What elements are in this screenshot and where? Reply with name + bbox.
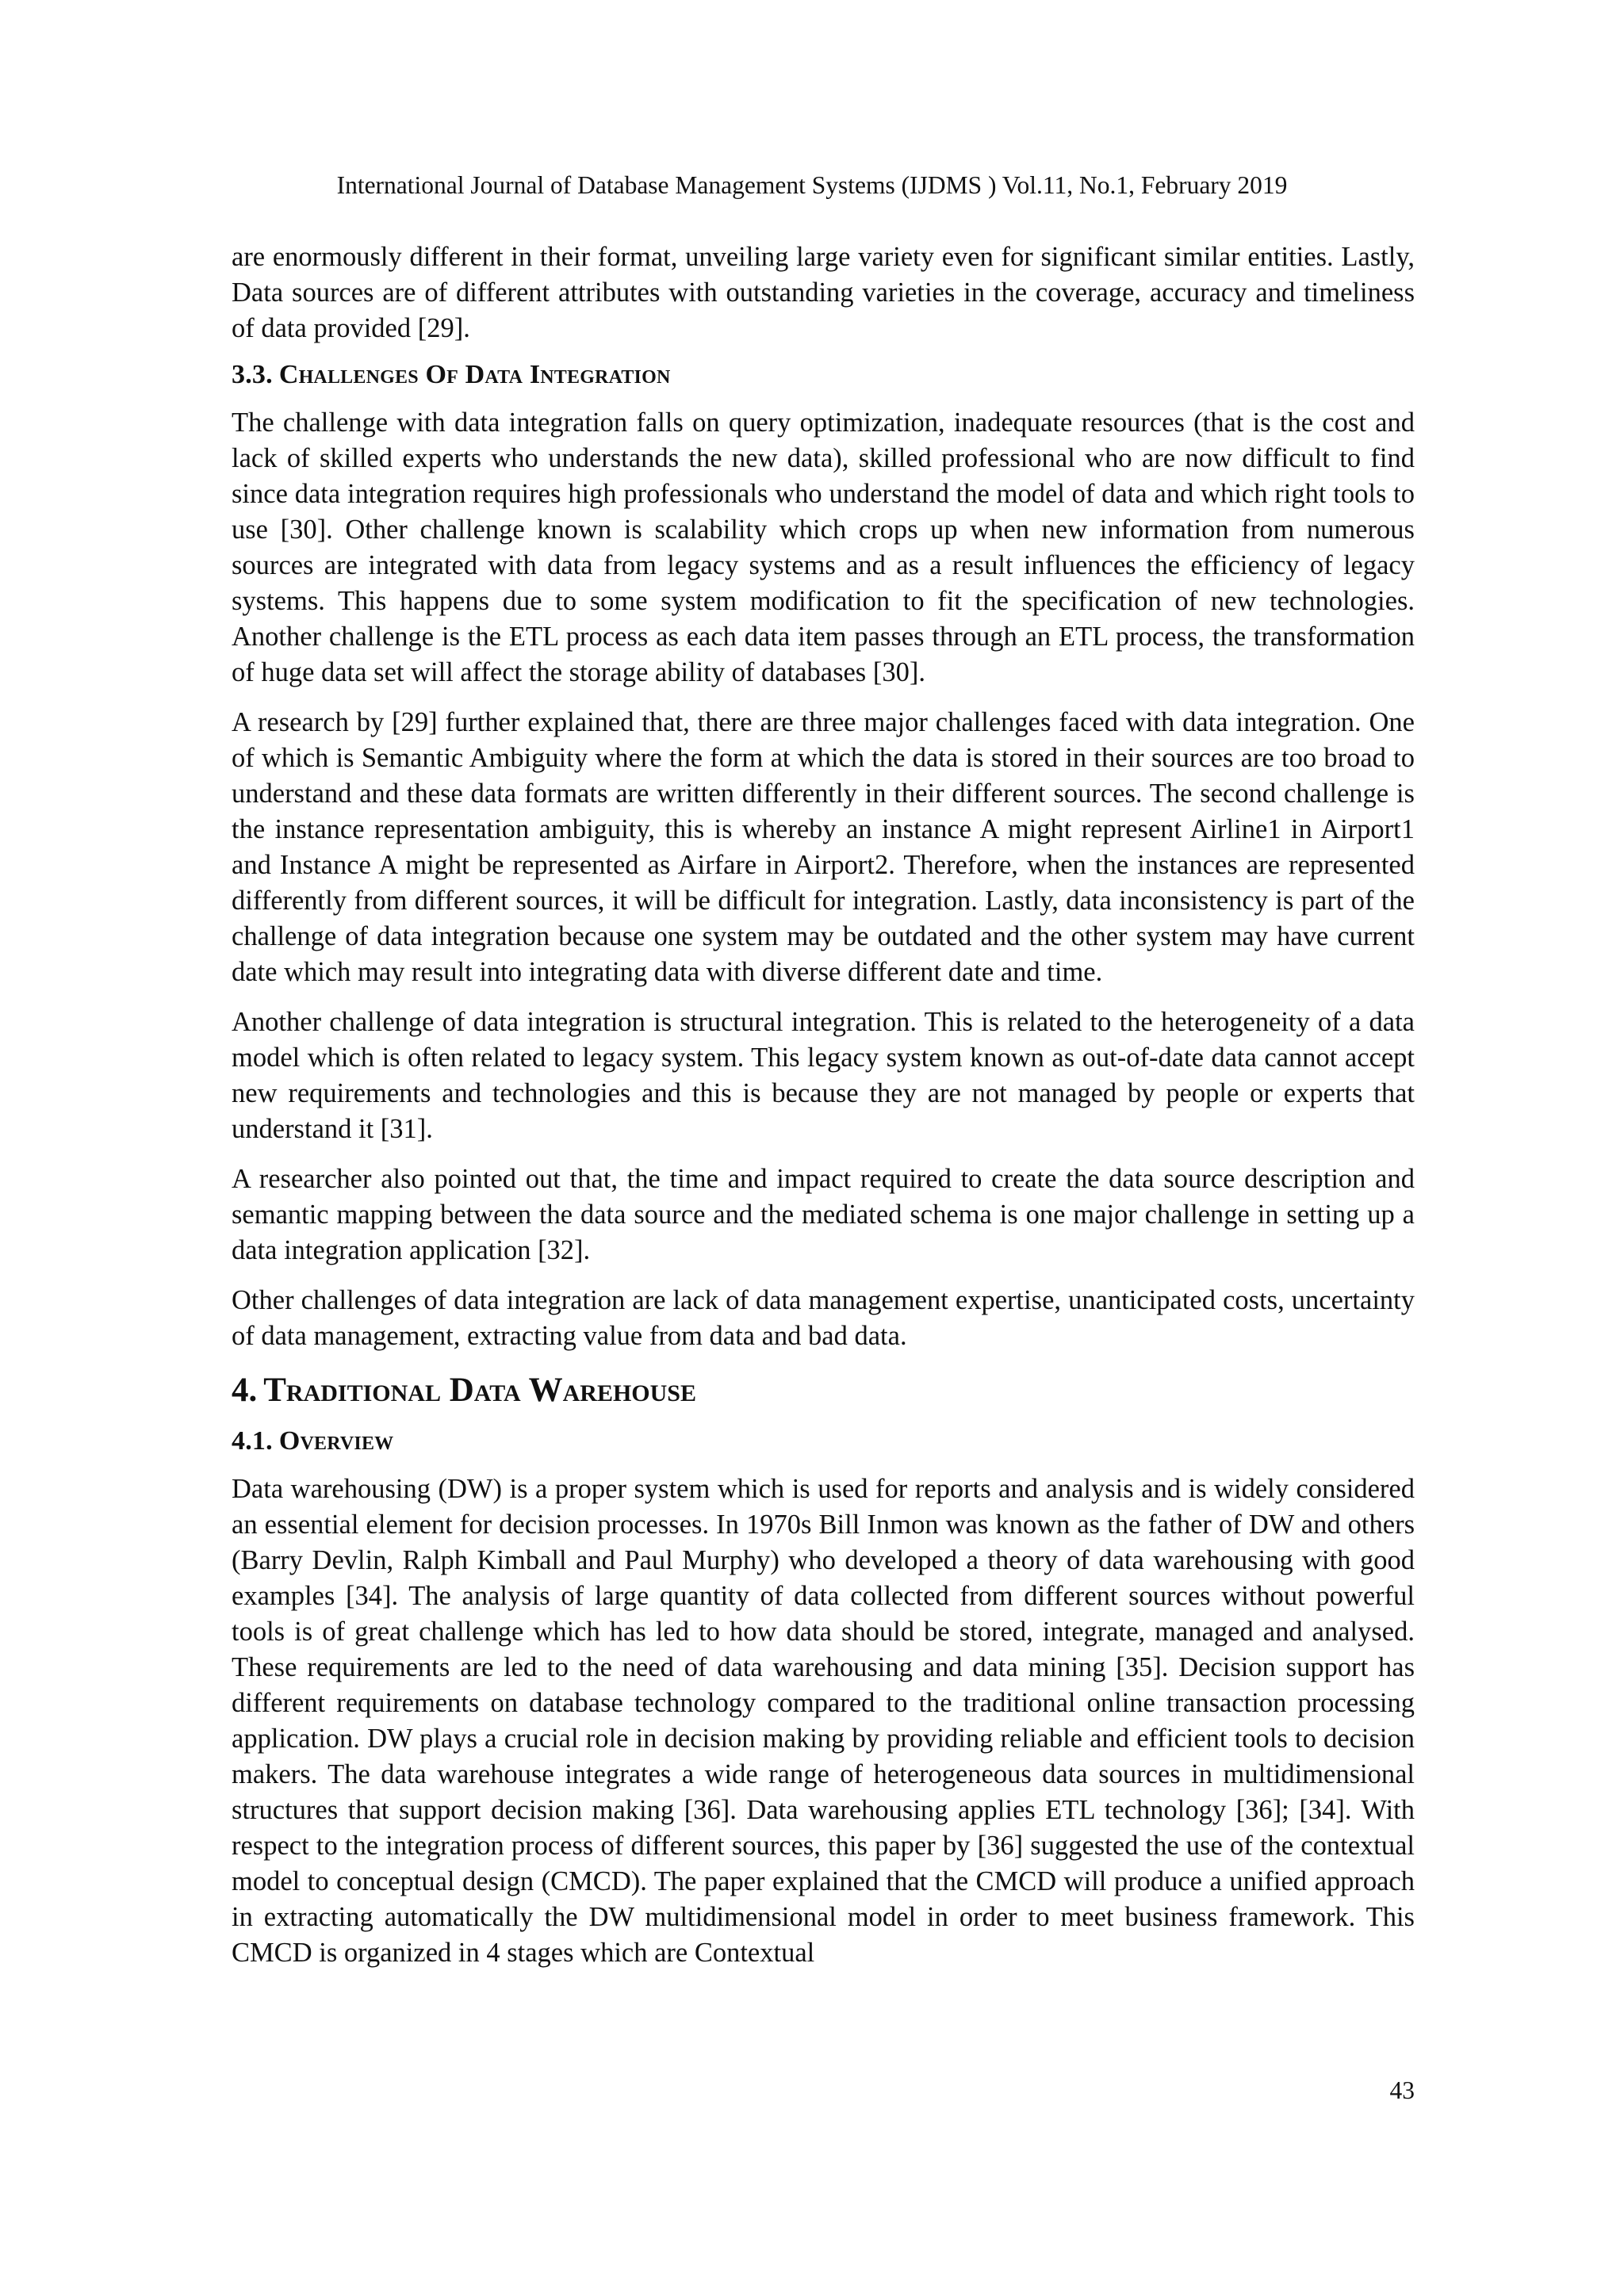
paragraph-3-3-d: A researcher also pointed out that, the time and impact required to create the data source description and semantic mapping between the data source and the mediated schema is one major challenge in setting up a data integration application [32]. — [232, 1164, 1415, 1265]
paragraph-3-3-b: A research by [29] further explained that, there are three major challenges faced with data integration. One of which is Semantic Ambiguity where the form at which the data is stored in their sources are too broad to understand and these data formats are written differently in their different sources. The second challenge is the instance representation ambiguity, this is whereby an instance A might represent Airline1 in Airport1 and Instance A might be represented as Airfare in Airport2. Therefore, when the instances are represented differently from different sources, it will be difficult for integration. Lastly, data inconsistency is part of the challenge of data integration because one system may be outdated and the other system may have current date which may result into integrating data with diverse different date and time. — [232, 707, 1415, 987]
section-number: 3.3. — [232, 360, 273, 389]
page-number: 43 — [1389, 2076, 1415, 2104]
paragraph-3-3-c: Another challenge of data integration is structural integration. This is related to the heterogeneity of a data model which is often related to legacy system. This legacy system known as out-of-date data cannot accept new requirements and technologies and this is because they are not managed by people or experts that understand it [31]. — [232, 1007, 1415, 1144]
paragraph-intro: are enormously different in their format, unveiling large variety even for significant similar entities. Lastly, Data sources are of different attributes with outstanding varieties in the coverage, accuracy and timeliness of data provided [29]. — [232, 242, 1415, 343]
section-heading-4-1 — [232, 1424, 1415, 1459]
section-number: 4.1. — [232, 1426, 273, 1456]
paragraph-3-3-e: Other challenges of data integration are lack of data management expertise, unanticipated costs, uncertainty of data management, extracting value from data and bad data. — [232, 1285, 1415, 1351]
paragraph-4-1: Data warehousing (DW) is a proper system which is used for reports and analysis and is widely considered an essential element for decision processes. In 1970s Bill Inmon was known as the father of DW and others (Barry Devlin, Ralph Kimball and Paul Murphy) who developed a theory of data warehousing with good examples [34]. The analysis of large quantity of data collected from different sources without powerful tools is of great challenge which has led to how data should be stored, integrate, managed and analysed. These requirements are led to the need of data warehousing and data mining [35]. Decision support has different requirements on database technology compared to the traditional online transaction processing application. DW plays a crucial role in decision making by providing reliable and efficient tools to decision makers. The data warehouse integrates a wide range of heterogeneous data sources in multidimensional structures that support decision making [36]. Data warehousing applies ETL technology [36]; [34]. With respect to the integration process of different sources, this paper by [36] suggested the use of the contextual model to conceptual design (CMCD). The paper explained that the CMCD will produce a unified approach in extracting automatically the DW multidimensional model in order to meet business framework. This CMCD is organized in 4 stages which are Contextual — [232, 1474, 1415, 1968]
running-header: International Journal of Database Management Systems (IJDMS ) Vol.11, No.1, February 2019 — [336, 171, 1288, 199]
section-number: 4. — [232, 1372, 258, 1409]
page-body — [232, 239, 1415, 1985]
paragraph-3-3-a: The challenge with data integration falls on query optimization, inadequate resources (that is the cost and lack of skilled experts who understands the new data), skilled professional who are now difficult to find since data integration requires high professionals who understand the model of data and which right tools to use [30]. Other challenge known is scalability which crops up when new information from numerous sources are integrated with data from legacy systems and as a result influences the efficiency of legacy systems. This happens due to some system modification to fit the specification of new technologies. Another challenge is the ETL process as each data item passes through an ETL process, the transformation of huge data set will affect the storage ability of databases [30]. — [232, 408, 1415, 687]
section-title: Overview — [278, 1426, 394, 1456]
section-heading-3-3 — [232, 358, 1415, 392]
section-title: Challenges Of Data Integration — [278, 360, 671, 389]
section-title: Traditional Data Warehouse — [263, 1372, 696, 1409]
section-heading-4 — [232, 1370, 1415, 1411]
